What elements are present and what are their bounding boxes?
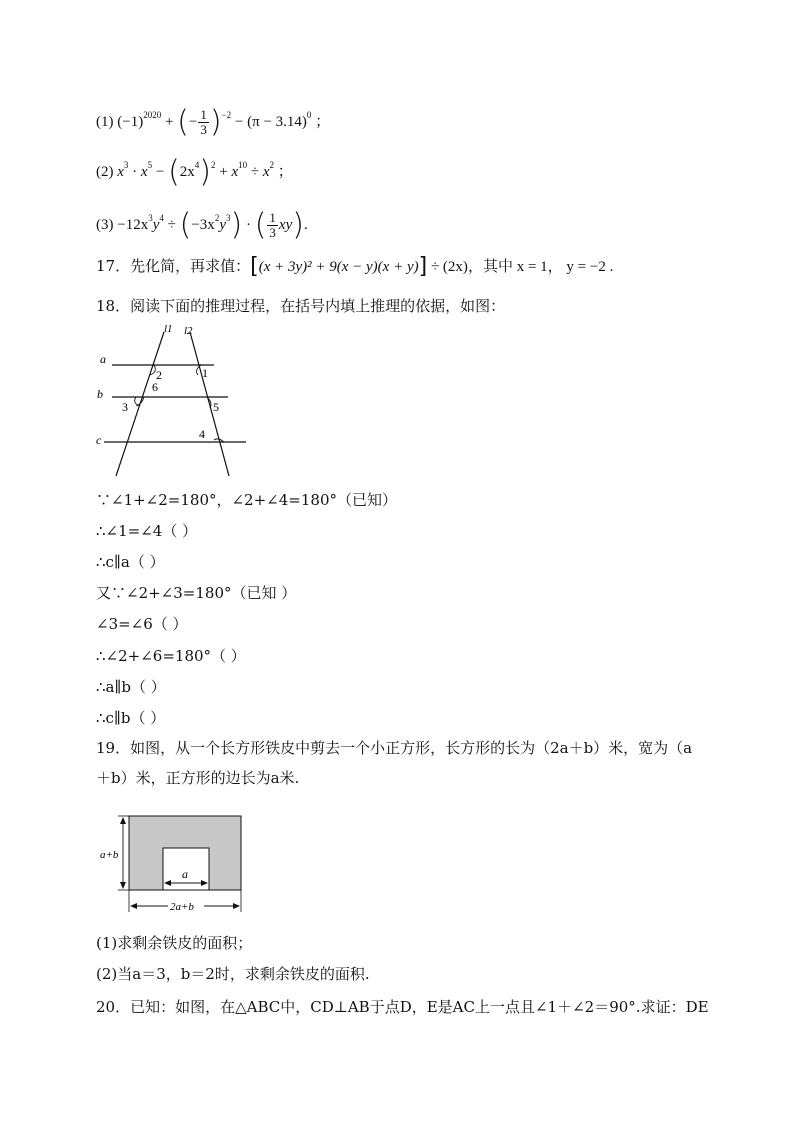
q18-step-8: ∴c∥b（ ）	[96, 709, 166, 727]
q18-step-5: ∠3=∠6（ ）	[96, 615, 188, 633]
width-label: 2a+b	[170, 901, 194, 913]
q16-part1: (1) $(-1)^{2020}$ + (− $\frac{1}{3}$ )$^{-2} - (\pi - 3.14)^0$ ；	[96, 104, 331, 140]
q19-sub1: (1)求剩余铁皮的面积；	[96, 934, 253, 952]
label-a: a	[100, 352, 106, 366]
label-b: b	[97, 387, 103, 401]
q18-parallel-lines-figure	[92, 320, 252, 480]
label-2: 2	[156, 368, 162, 382]
q18-step-3: ∴c∥a（ ）	[96, 553, 165, 571]
height-label: a+b	[100, 849, 119, 861]
label-4: 4	[199, 427, 205, 441]
q17: 17．先化简，再求值：[(x + 3y)² + 9(x − y)(x + y)] ÷ (2x)，其中 x = 1， y = −2 .	[96, 254, 614, 279]
label-6: 6	[152, 380, 158, 394]
q18-intro: 18．阅读下面的推理过程，在括号内填上推理的依据，如图：	[96, 297, 506, 315]
label-5: 5	[213, 400, 219, 414]
q18-step-7: ∴a∥b（ ）	[96, 678, 166, 696]
q18-step-4: 又∵∠2+∠3=180°（已知 ）	[96, 584, 297, 602]
q18-step-6: ∴∠2+∠6=180°（ ）	[96, 647, 246, 665]
q18-step-2: ∴∠1=∠4（ ）	[96, 522, 198, 540]
label-1: 1	[202, 366, 208, 380]
label-l2: l2	[184, 325, 193, 337]
side-label: a	[182, 867, 188, 881]
label-3: 3	[122, 400, 128, 414]
q16-part2: (2) $x^3 \cdot x^5 - (2x^4)^2 + x^{10} \div x^2$ ；	[96, 154, 293, 190]
q18-step-1: ∵∠1+∠2=180°，∠2+∠4=180°（已知）	[96, 491, 397, 509]
q19-rectangle-figure	[98, 812, 258, 922]
q20-text: 20．已知：如图，在△ABC中，CD⊥AB于点D，E是AC上一点且∠1＋∠2＝90°.求证：DE	[96, 998, 709, 1016]
q19-sub2: (2)当a＝3，b＝2时，求剩余铁皮的面积.	[96, 965, 370, 983]
label-c: c	[96, 433, 102, 447]
label-l1: l1	[164, 323, 173, 335]
q19-text: 19．如图，从一个长方形铁皮中剪去一个小正方形，长方形的长为（2a＋b）米，宽为（a＋b）米，正方形的边长为a米.	[96, 739, 693, 787]
q16-part3: $(3) -12x^3y^4 \div (-3x^2y^3)$ · ( $\frac{1}{3}$ xy).	[96, 207, 308, 243]
